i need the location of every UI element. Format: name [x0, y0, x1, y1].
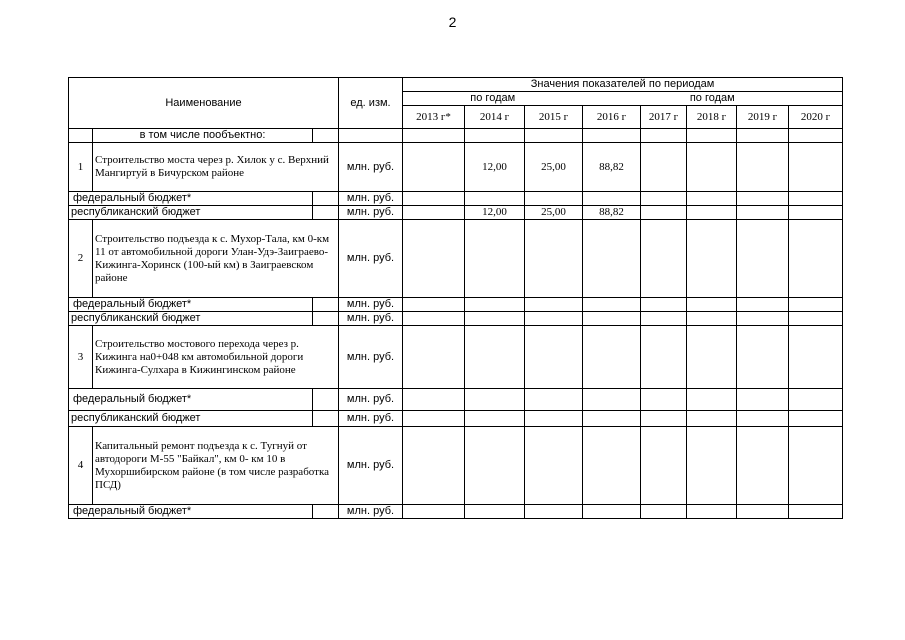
object-row — [69, 427, 843, 505]
value-cell — [737, 220, 789, 298]
value-cell — [583, 389, 641, 411]
value-cell — [687, 298, 737, 312]
value-cell — [641, 505, 687, 519]
header-year: 2016 г — [583, 106, 641, 129]
empty-cell — [313, 192, 339, 206]
value-cell — [687, 192, 737, 206]
value-cell — [687, 220, 737, 298]
object-number: 2 — [69, 220, 93, 298]
empty-cell — [313, 298, 339, 312]
federal-budget-label: федеральный бюджет* — [69, 505, 313, 519]
header-year: 2019 г — [737, 106, 789, 129]
value-cell — [465, 389, 525, 411]
object-unit: млн. руб. — [339, 326, 403, 389]
republican-budget-label: республиканский бюджет — [69, 411, 313, 427]
value-cell — [465, 427, 525, 505]
empty-cell — [313, 312, 339, 326]
value-cell — [687, 129, 737, 143]
header-year: 2017 г — [641, 106, 687, 129]
header-year: 2020 г — [789, 106, 843, 129]
value-cell — [737, 192, 789, 206]
value-cell — [525, 298, 583, 312]
value-cell: 25,00 — [525, 206, 583, 220]
value-cell — [583, 411, 641, 427]
value-cell — [583, 298, 641, 312]
value-cell: 88,82 — [583, 143, 641, 192]
value-cell — [525, 312, 583, 326]
including-row — [69, 129, 843, 143]
object-row — [69, 220, 843, 298]
value-cell — [641, 206, 687, 220]
value-cell — [737, 411, 789, 427]
value-cell — [465, 129, 525, 143]
value-cell — [403, 192, 465, 206]
header-unit: ед. изм. — [339, 78, 403, 129]
value-cell — [687, 143, 737, 192]
object-unit: млн. руб. — [339, 427, 403, 505]
value-cell — [789, 326, 843, 389]
value-cell — [641, 192, 687, 206]
value-cell — [789, 298, 843, 312]
federal-budget-row — [69, 192, 843, 206]
value-cell — [641, 427, 687, 505]
header-year: 2014 г — [465, 106, 525, 129]
value-cell — [403, 505, 465, 519]
value-cell — [403, 411, 465, 427]
value-cell — [403, 143, 465, 192]
object-unit: млн. руб. — [339, 143, 403, 192]
value-cell — [583, 312, 641, 326]
value-cell — [583, 192, 641, 206]
object-number: 4 — [69, 427, 93, 505]
republican-budget-row — [69, 206, 843, 220]
object-name: Строительство мостового перехода через р. Кижинга на0+048 км автомобильной дороги Кижинга-Сулхара в Кижингинском районе — [93, 326, 339, 389]
value-cell — [737, 298, 789, 312]
value-cell — [687, 326, 737, 389]
federal-budget-label: федеральный бюджет* — [69, 389, 313, 411]
value-cell — [789, 411, 843, 427]
empty-cell — [313, 129, 339, 143]
value-cell — [789, 143, 843, 192]
object-name: Строительство моста через р. Хилок у с. Верхний Мангиртуй в Бичурском районе — [93, 143, 339, 192]
empty-cell — [313, 206, 339, 220]
header-by-years-left: по годам — [403, 92, 583, 106]
object-number: 1 — [69, 143, 93, 192]
header-row-1 — [69, 78, 843, 92]
value-cell — [789, 312, 843, 326]
empty-cell — [313, 389, 339, 411]
value-cell — [525, 427, 583, 505]
republican-budget-unit: млн. руб. — [339, 312, 403, 326]
value-cell — [789, 389, 843, 411]
value-cell — [687, 206, 737, 220]
value-cell — [687, 389, 737, 411]
federal-budget-unit: млн. руб. — [339, 298, 403, 312]
value-cell — [465, 192, 525, 206]
page-number: 2 — [448, 14, 457, 30]
value-cell — [641, 326, 687, 389]
including-label: в том числе пообъектно: — [93, 129, 313, 143]
republican-budget-label: республиканский бюджет — [69, 312, 313, 326]
value-cell — [737, 326, 789, 389]
value-cell — [641, 389, 687, 411]
object-row — [69, 143, 843, 192]
value-cell — [583, 129, 641, 143]
value-cell — [525, 220, 583, 298]
object-number: 3 — [69, 326, 93, 389]
header-name: Наименование — [69, 78, 339, 129]
federal-budget-row — [69, 389, 843, 411]
value-cell — [465, 298, 525, 312]
republican-budget-row — [69, 312, 843, 326]
header-year: 2015 г — [525, 106, 583, 129]
value-cell — [789, 129, 843, 143]
empty-cell — [339, 129, 403, 143]
federal-budget-unit: млн. руб. — [339, 389, 403, 411]
value-cell — [737, 206, 789, 220]
value-cell — [583, 427, 641, 505]
federal-budget-unit: млн. руб. — [339, 192, 403, 206]
value-cell — [687, 312, 737, 326]
object-unit: млн. руб. — [339, 220, 403, 298]
value-cell — [789, 427, 843, 505]
value-cell: 12,00 — [465, 143, 525, 192]
value-cell — [687, 505, 737, 519]
value-cell — [583, 326, 641, 389]
object-name: Капитальный ремонт подъезда к с. Тугнуй от автодороги М-55 "Байкал", км 0- км 10 в Мухоршибирском районе (в том числе разработка ПСД) — [93, 427, 339, 505]
object-row — [69, 326, 843, 389]
value-cell — [687, 427, 737, 505]
republican-budget-label: республиканский бюджет — [69, 206, 313, 220]
value-cell — [641, 143, 687, 192]
indicators-table — [68, 77, 843, 519]
republican-budget-row — [69, 411, 843, 427]
value-cell — [403, 312, 465, 326]
value-cell — [641, 298, 687, 312]
value-cell — [737, 143, 789, 192]
value-cell — [789, 220, 843, 298]
value-cell — [465, 220, 525, 298]
value-cell: 88,82 — [583, 206, 641, 220]
value-cell — [465, 312, 525, 326]
value-cell — [403, 206, 465, 220]
value-cell — [403, 427, 465, 505]
value-cell — [641, 411, 687, 427]
value-cell: 12,00 — [465, 206, 525, 220]
empty-cell — [313, 505, 339, 519]
value-cell — [789, 206, 843, 220]
value-cell — [737, 312, 789, 326]
header-periods: Значения показателей по периодам — [403, 78, 843, 92]
value-cell — [737, 505, 789, 519]
value-cell — [737, 389, 789, 411]
value-cell — [737, 427, 789, 505]
republican-budget-unit: млн. руб. — [339, 411, 403, 427]
value-cell: 25,00 — [525, 143, 583, 192]
value-cell — [525, 505, 583, 519]
federal-budget-unit: млн. руб. — [339, 505, 403, 519]
value-cell — [641, 312, 687, 326]
value-cell — [465, 326, 525, 389]
value-cell — [465, 505, 525, 519]
value-cell — [525, 192, 583, 206]
republican-budget-unit: млн. руб. — [339, 206, 403, 220]
value-cell — [737, 129, 789, 143]
value-cell — [525, 389, 583, 411]
value-cell — [641, 220, 687, 298]
object-name: Строительство подъезда к с. Мухор-Тала, км 0-км 11 от автомобильной дороги Улан-Удэ-Заиграево-Кижинга-Хоринск (100-ый км) в Заиграевском районе — [93, 220, 339, 298]
value-cell — [525, 326, 583, 389]
value-cell — [641, 129, 687, 143]
value-cell — [403, 129, 465, 143]
value-cell — [403, 326, 465, 389]
value-cell — [687, 411, 737, 427]
value-cell — [403, 298, 465, 312]
federal-budget-row — [69, 505, 843, 519]
value-cell — [403, 389, 465, 411]
empty-cell — [313, 411, 339, 427]
header-year: 2013 г* — [403, 106, 465, 129]
federal-budget-label: федеральный бюджет* — [69, 192, 313, 206]
value-cell — [525, 129, 583, 143]
value-cell — [789, 505, 843, 519]
header-by-years-right: по годам — [583, 92, 843, 106]
value-cell — [403, 220, 465, 298]
value-cell — [583, 505, 641, 519]
header-year: 2018 г — [687, 106, 737, 129]
empty-cell — [69, 129, 93, 143]
federal-budget-label: федеральный бюджет* — [69, 298, 313, 312]
value-cell — [789, 192, 843, 206]
federal-budget-row — [69, 298, 843, 312]
value-cell — [525, 411, 583, 427]
value-cell — [465, 411, 525, 427]
value-cell — [583, 220, 641, 298]
